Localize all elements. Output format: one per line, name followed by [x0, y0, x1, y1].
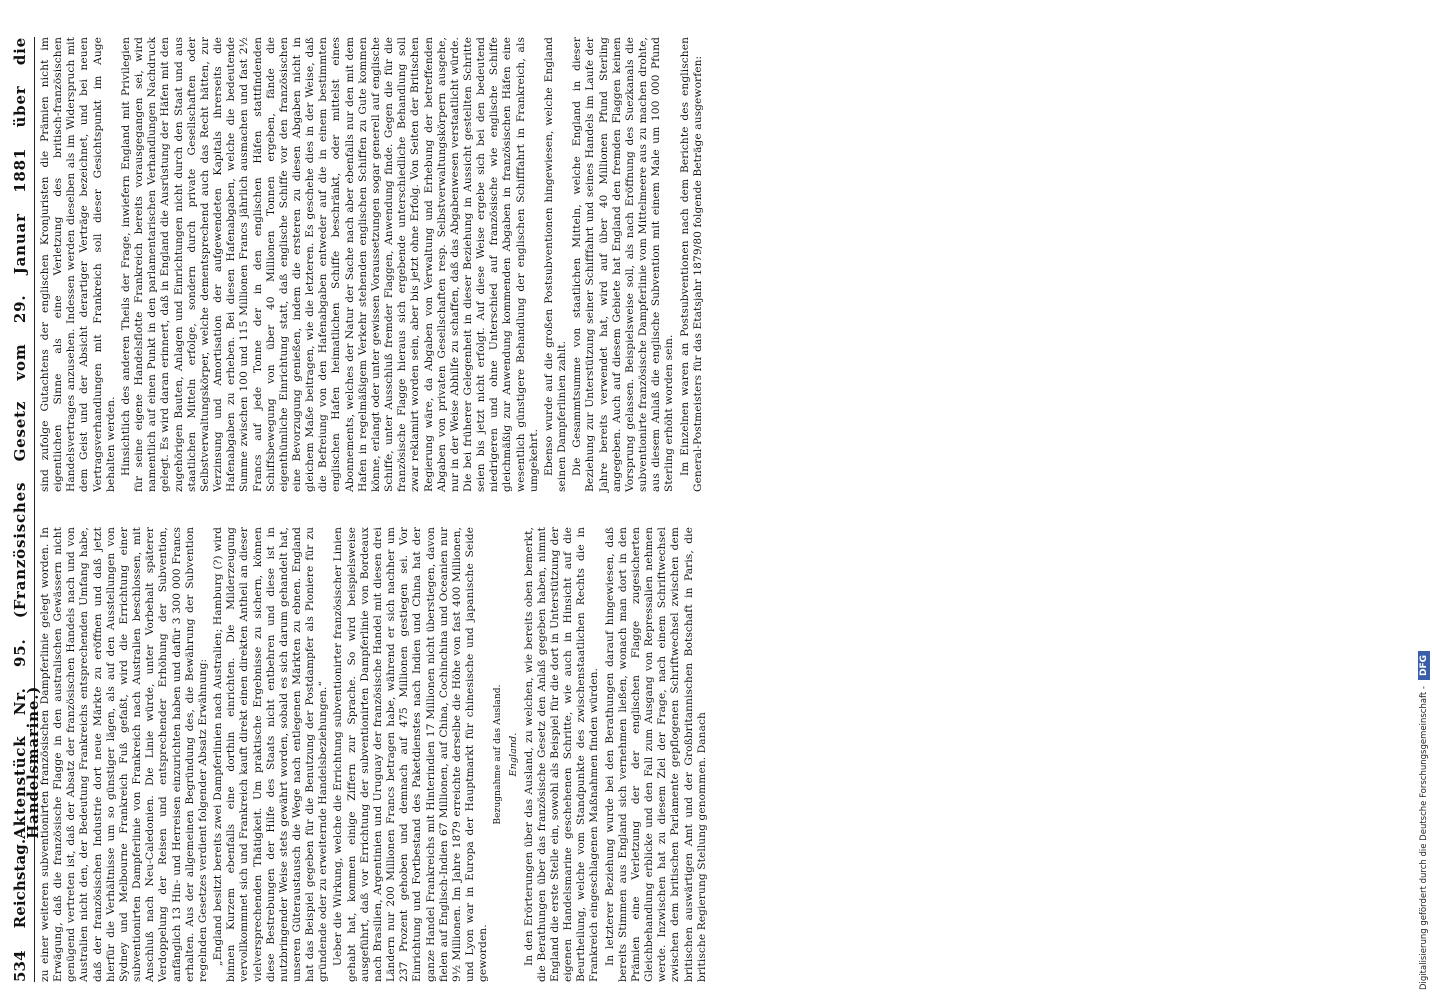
subheading: Bezugnahme auf das Ausland. [493, 684, 504, 825]
paragraph: zu einer weiteren subventionirten französischen Dampferlinie gelegt worden. In Erwägung, daß die französische Flagge in den australischen Gewässern nicht genügend vertreten ist, daß der Absatz der französischen Handels nach und von Australien nicht den, der Bedeutung Frankreichs entsprechenden Umfang habe, daß der französischen Industrie dort neue Märkte zu eröffnen und daß jetzt hierfür die Verhältnisse um so günstiger lägen, als auf den Ausstellungen von Sydney und Melbourne Frankreich Fuß gefaßt, wird die Errichtung einer subventionirten Dampferlinie von Frankreich nach Australien beschlossen, mit Anschluß nach Neu-Caledonien. Die Linie würde, unter Vorbehalt späterer Verdoppelung der Reisen und entsprechender Erhöhung der Subvention, anfänglich 13 Hin- und Herreisen einzurichten haben und dafür 3 300 000 Francs erhalten. Aus der allgemeinen Begründung des, die Bewährung der Subvention regelnden Gesetzes verdient folgender Absatz Erwähnung: [39, 527, 209, 982]
dfg-logo: DFG [1418, 651, 1430, 680]
paragraph: In den Erörterungen über das Ausland, zu welchen, wie bereits oben bemerkt, die Berathungen über das französische Gesetz den Anlaß gegeben haben, nimmt England die erste Stelle ein, sowohl als Beispiel für die dort in Unterstützung der eigenen Handelsmarine geschehenen Schritte, wie auch in Hinsicht auf die Beurtheilung, welche vom Standpunkte des zwischenstaatlichen Rechts die in Frankreich eingeschlagenen Maßnahmen finden würden. [522, 527, 601, 982]
page-number: 534 [11, 950, 29, 982]
text-columns [39, 37, 711, 982]
paragraph: Ebenso wurde auf die großen Postsubventionen hingewiesen, welche England seinen Dampferlinien zahlt. [542, 37, 569, 492]
column-right [39, 37, 711, 492]
paragraph: Die Gesammtsumme von staatlichen Mitteln, welche England in dieser Beziehung zur Unterstützung seiner Schifffahrt und seines Handels im Laufe der Jahre bereits verwendet hat, wird auf über 40 Millionen Pfund Sterling angegeben. Auch auf diesem Gebiete hat England den fremden Flaggen keinen Vorsprung gelassen. Beispielsweise soll, als nach Eröffnung des Suezkanals die subventionirte französische Dampferlinie vom Mittelmeere aus zu machen drohte, aus diesem Anlaß die englische Subvention mit einem Male um 100 000 Pfund Sterling erhöht worden sein. [571, 37, 676, 492]
paragraph: In letzterer Beziehung wurde bei den Berathungen darauf hingewiesen, daß bereits Stimmen aus England sich vernehmen ließen, wonach man dort in den Prämien eine Verletzung der der englischen Flagge zugesicherten Gleichbehandlung erblicke und den Fall zum Ausgang von Repressalien nehmen werde. Inzwischen hat zu diesem Ziel der Frage, nach einem Schriftwechsel zwischen dem britischen Parlamente gepflogenen Schriftwechsel zwischen dem britischen auswärtigen Amt und der Großbritannischen Botschaft in Paris, die britische Regierung Stellung genommen. Danach [603, 527, 708, 982]
paragraph: Im Einzelnen waren an Postsubventionen nach dem Berichte des englischen General-Postmeisters für das Etatsjahr 1879/80 folgende Beträge ausgeworfen: [678, 37, 704, 492]
paragraph: sind zufolge Gutachtens der englischen Kronjuristen die Prämien nicht im eigentlichen Sinne als eine Verletzung des britisch-französischen Handelsvertrages anzusehen. Indessen werden dieselben als im Widerspruch mit dem Geist und der Absicht derartiger Verträge bezeichnet, und bei neuen Vertragsverhandlungen mit Frankreich soll dieser Gesichtspunkt im Auge behalten werden. [39, 37, 117, 492]
rotated-page-content [11, 37, 711, 982]
paragraph: Hinsichtlich des anderen Theils der Frage, inwiefern England mit Privilegien für seine eigene Handelsflotte Frankreich bereits vorausgegangen sei, wird namentlich auf einen Punkt in den parlamentarischen Verhandlungen Nachdruck gelegt. Es wird daran erinnert, daß in England die Ausrüstung der Häfen mit den zugehörigen Bauten, Anlagen und Einrichtungen nicht durch den Staat und aus staatlichen Mitteln erfolge, sondern durch private Gesellschaften oder Selbstverwaltungskörper, welche dementsprechend auch das Recht hätten, zur Verzinsung und Amortisation der aufgewendeten Kapitals ihrerseits die Hafenabgaben zu erheben. Bei diesen Hafenabgaben, welche die bedeutende Summe zwischen 100 und 115 Millionen Francs jährlich ausmachen und fast 2½ Francs auf jede Tonne der in den englischen Häfen stattfindenden Schiffsbewegung von über 40 Millionen Tonnen ergeben, fände die eigenthümliche Einrichtung statt, daß englische Schiffe vor den französischen eine Bevorzugung genießen, indem die ersteren zu diesen Abgaben nicht in gleichem Maße beitragen, wie die letzteren. Es geschehe dies in der Weise, daß die Befreiung von den Hafenabgaben entweder auf die in einem bestimmten englischen Hafen heimatlichen Schiffe beschränkt, oder mittelst eines Abonnements, welches der Natur der Sache nach aber ebenfalls nur den mit dem Hafen in regelmäßigem Verkehr stehenden englischen Schiffen zu Gute kommen könne, erlangt oder unter gewissen Voraussetzungen sogar generell auf englische Schiffe, unter Ausschluß fremder Flaggen, Anwendung finde. Gegen die für die französische Flagge hieraus sich ergebende unterschiedliche Behandlung soll zwar reklamirt worden sein, aber bis jetzt ohne Erfolg. Von Seiten der Britischen Regierung wäre, da Abgaben von Verwaltung und Erhebung der betreffenden Abgaben von privaten Gesellschaften resp. Selbstverwaltungskörpern ausgehe, nur in der Weise Abhilfe zu schaffen, daß das Abgabenwesen verstaatlicht würde. Die bei früherer Gelegenheit in dieser Beziehung in Aussicht gestellten Schritte seien bis jetzt nicht erfolgt. Auf diese Weise ergebe sich bei den bedeutend niedrigeren und ohne Unterschied auf französische wie englische Schiffe gleichmäßig zur Anwendung kommenden Abgaben in französischen Häfen eine wesentlich günstigere Behandlung der englischen Schifffahrt in Frankreich, als umgekehrt. [119, 37, 540, 492]
document-title: Aktenstück Nr. 95. (Französisches Gesetz vom 29. Januar 1881 über die Handelsmarine.) [11, 37, 43, 839]
paragraph: „England besitzt bereits zwei Dampferlinien nach Australien; Hamburg (?) wird binnen Kurzem ebenfalls eine dorthin einrichten. Die Milderzeugung vervollkommnet sich und Frankreich kauft direkt einen direkten Antheil an dieser vielversprechenden Thätigkeit. Um praktische Ergebnisse zu sichern, können diese Bestrebungen der Hilfe des Staats nicht entbehren und diese ist in nutzbringender Weise stets gewährt worden, sobald es sich darum gehandelt hat, unseren Güteraustausch die Wege nach entlegenen Märkten zu ebnen. England hat das Beispiel gegeben für die Benutzung der Postdampfer als Pioniere für zu gründende oder zu erweiternde Handelsbeziehungen.“ [212, 527, 330, 982]
digitization-credit [1418, 0, 1430, 990]
header-left [11, 838, 29, 982]
column-left [39, 527, 711, 982]
paragraph: Ueber die Wirkung, welche die Errichtung subventionirter französischer Linien gehabt hat, kommen einige Ziffern zur Sprache. So wird beispielsweise ausgeführt, daß vor Errichtung der subventionirten Dampferlinie von Bordeaux nach Brasilien, Argentinien und Uruguay der französische Handel mit diesen drei Ländern nur 200 Millionen Francs betragen habe, während er sich nachher um 237 Prozent gehoben und demnach auf 475 Millionen gestiegen sei. Vor Einrichtung und Fortbestand des Paketdienstes nach Indien und China hat der ganze Handel Frankreichs mit Hinterindien 17 Millionen nicht überstiegen, davon fielen auf Englisch-Indien 67 Millionen, auf China, Cochinchina und Oceanien nur 9½ Millionen. Im Jahre 1879 erreichte derselbe die Höhe von fast 400 Millionen, und Lyon war in Europa der Hauptmarkt für chinesische und japanische Seide geworden. [332, 527, 490, 982]
page-header [11, 37, 43, 982]
digitization-sidebar [1414, 0, 1432, 1000]
section-label: Reichstag. [11, 838, 29, 929]
credit-text: Digitalisierung gefördert durch die Deutsche Forschungsgemeinschaft - [1419, 686, 1429, 990]
subheading-country: England. [508, 732, 520, 777]
